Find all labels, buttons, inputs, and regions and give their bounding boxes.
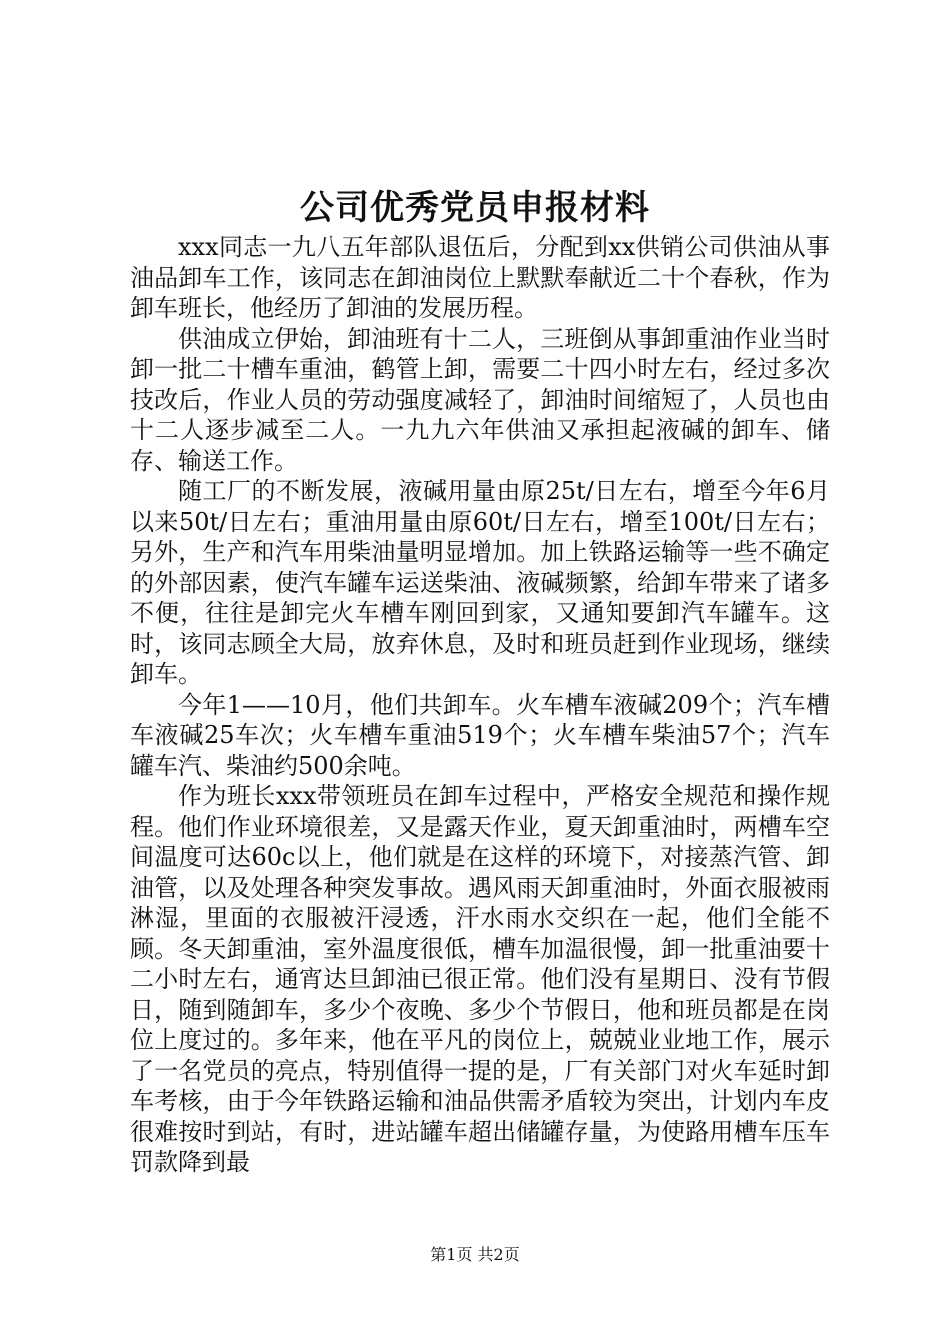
document-body: [130, 232, 830, 1178]
paragraph-3: 随工厂的不断发展，液碱用量由原25t/日左右，增至今年6月以来50t/日左右；重油用量由原60t/日左右，增至100t/日左右；另外，生产和汽车用柴油量明显增加。加上铁路运输等一些不确定的外部因素，使汽车罐车运送柴油、液碱频繁，给卸车带来了诸多不便，往往是卸完火车槽车刚回到家，又通知要卸汽车罐车。这时，该同志顾全大局，放弃休息，及时和班员赶到作业现场，继续卸车。: [130, 477, 830, 688]
paragraph-5: 作为班长xxx带领班员在卸车过程中，严格安全规范和操作规程。他们作业环境很差，又是露天作业，夏天卸重油时，两槽车空间温度可达60c以上，他们就是在这样的环境下，对接蒸汽管、卸油管，以及处理各种突发事故。遇风雨天卸重油时，外面衣服被雨淋湿，里面的衣服被汗浸透，汗水雨水交织在一起，他们全能不顾。冬天卸重油，室外温度很低，槽车加温很慢，卸一批重油要十二小时左右，通宵达旦卸油已很正常。他们没有星期日、没有节假日，随到随卸车，多少个夜晚、多少个节假日，他和班员都是在岗位上度过的。多年来，他在平凡的岗位上，兢兢业业地工作，展示了一名党员的亮点，特别值得一提的是，厂有关部门对火车延时卸车考核，由于今年铁路运输和油品供需矛盾较为突出，计划内车皮很难按时到站，有时，进站罐车超出储罐存量，为使路用槽车压车罚款降到最: [130, 782, 830, 1176]
document-title: 公司优秀党员申报材料: [300, 188, 650, 228]
paragraph-1: xxx同志一九八五年部队退伍后，分配到xx供销公司供油从事油品卸车工作，该同志在卸油岗位上默默奉献近二十个春秋，作为卸车班长，他经历了卸油的发展历程。: [130, 233, 830, 322]
paragraph-2: 供油成立伊始，卸油班有十二人，三班倒从事卸重油作业当时卸一批二十槽车重油，鹤管上卸，需要二十四小时左右，经过多次技改后，作业人员的劳动强度减轻了，卸油时间缩短了，人员也由十二人逐步减至二人。一九九六年供油又承担起液碱的卸车、储存、输送工作。: [130, 324, 830, 475]
paragraph-4: 今年1——10月，他们共卸车。火车槽车液碱209个；汽车槽车液碱25车次；火车槽车重油519个；火车槽车柴油57个；汽车罐车汽、柴油约500余吨。: [130, 690, 830, 780]
page-number-footer: 第1页 共2页: [430, 1245, 520, 1264]
